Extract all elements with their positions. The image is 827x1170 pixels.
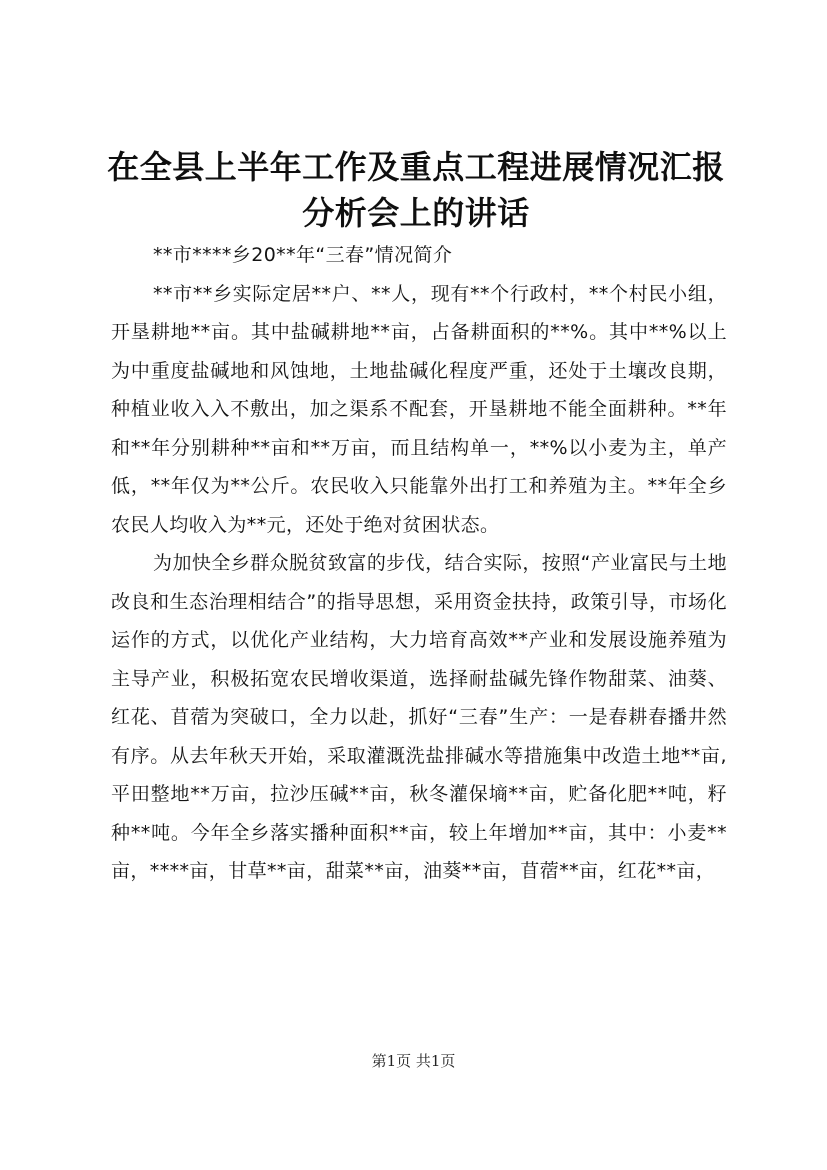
document-title: 在全县上半年工作及重点工程进展情况汇报分析会上的讲话 [107, 148, 725, 232]
paragraph-overview: **市**乡实际定居**户、**人，现有**个行政村，**个村民小组，开垦耕地**亩。其中盐碱耕地**亩，占备耕面积的**%。其中**%以上为中重度盐碱地和风蚀地，土地盐碱化程度严重，还处于土壤改良期，种植业收入入不敷出，加之渠系不配套，开垦耕地不能全面耕种。**年和**年分别耕种**亩和**万亩，而且结构单一，**%以小麦为主，单产低，**年仅为**公斤。农民收入只能靠外出打工和养殖为主。**年全乡农民人均收入为**元，还处于绝对贫困状态。 [111, 282, 727, 536]
paragraph-measures: 为加快全乡群众脱贫致富的步伐，结合实际，按照“产业富民与土地改良和生态治理相结合”的指导思想，采用资金扶持，政策引导，市场化运作的方式，以优化产业结构，大力培育高效**产业和发展设施养殖为主导产业，积极拓宽农民增收渠道，选择耐盐碱先锋作物甜菜、油葵、红花、苜蓿为突破口，全力以赴，抓好“三春”生产：一是春耕春播井然有序。从去年秋天开始，采取灌溉洗盐排碱水等措施集中改造土地**亩,平田整地**万亩，拉沙压碱**亩，秋冬灌保墒**亩，贮备化肥**吨，籽种**吨。今年全乡落实播种面积**亩，较上年增加**亩，其中：小麦**亩，****亩，甘草**亩，甜菜**亩，油葵**亩，苜蓿**亩，红花**亩， [111, 552, 727, 882]
paragraph-subtitle: **市****乡20**年“三春”情况简介 [153, 244, 453, 266]
page-number-footer: 第1页 共1页 [371, 1052, 456, 1070]
document-body [111, 236, 727, 891]
